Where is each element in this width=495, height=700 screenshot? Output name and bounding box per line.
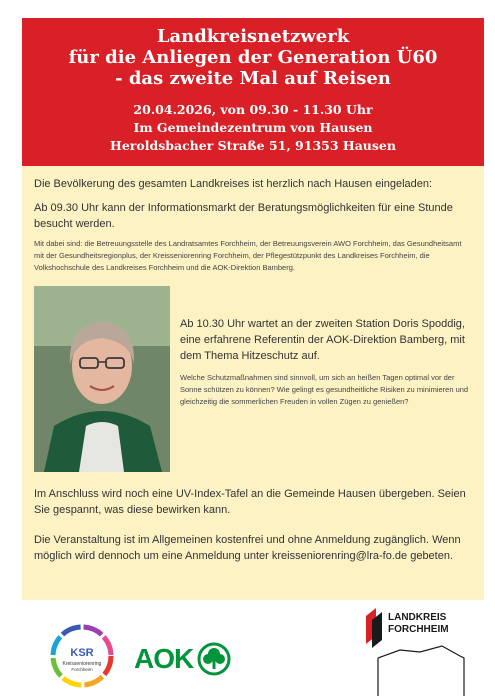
registration-paragraph: Die Veranstaltung ist im Allgemeinen kostenfrei und ohne Anmeldung zugänglich. Wenn möglich wird dennoch um eine Anmeldung unter kreisseniorenring@lra-fo.de gebeten. [34,534,461,562]
ksr-abbr: KSR [70,647,94,659]
content-panel [22,166,484,600]
landkreis-line-2: FORCHHEIM [388,624,449,635]
ksr-line-2: Forchheim [71,667,93,672]
event-title [22,18,484,89]
uv-index-paragraph: Im Anschluss wird noch eine UV-Index-Tafel an die Gemeinde Hausen übergeben. Seien Sie gespannt, was diese bewirken kann. [34,488,466,516]
market-paragraph: Ab 09.30 Uhr kann der Informationsmarkt der Beratungsmöglichkeiten für eine Stunde besucht werden. [34,202,453,230]
title-line-1: Landkreisnetzwerk [156,26,350,47]
speaker-photo [34,286,170,472]
landkreis-line-1: LANDKREIS [388,612,447,623]
intro-paragraph: Die Bevölkerung des gesamten Landkreises ist herzlich nach Hausen eingeladen: [34,178,433,190]
topic-paragraph: Welche Schutzmaßnahmen sind sinnvoll, um sich an heißen Tagen optimal vor der Sonne schützen zu können? Wie gelingt es gesundheitliche Risiken zu minimieren und gleichzeitig die sommerlichen Freuden in vollen Zügen zu genießen? [180,373,469,406]
event-details [22,101,484,155]
aok-wordmark: AOK [134,643,194,674]
aok-logo [134,644,231,674]
speaker-portrait-image [34,286,170,472]
title-line-3: - das zweite Mal auf Reisen [115,68,391,89]
speaker-section [34,286,472,472]
speaker-paragraph: Ab 10.30 Uhr wartet an der zweiten Station Doris Spoddig, eine erfahrene Referentin der AOK-Direktion Bamberg, mit dem Thema Hitzeschutz auf. [180,318,465,362]
event-address: Heroldsbacher Straße 51, 91353 Hausen [110,138,396,153]
speaker-text [180,316,470,408]
ksr-line-1: Kreisseniorenring [62,661,102,667]
aok-tree-icon [197,642,231,676]
footer-logos [0,600,495,700]
landkreis-forchheim-logo [360,600,480,696]
participants-paragraph: Mit dabei sind: die Betreuungsstelle des Landratsamtes Forchheim, der Betreuungsverein AWO Forchheim, das Gesundheitsamt mit der Gesundheitsregionplus, der Kreisseniorenring Forchheim, der Pflegestützpunkt des Landkreises Forchheim, die Volkshochschule des Landkreises Forchheim und die AOK-Direktion Bamberg. [34,239,462,272]
event-venue: Im Gemeindezentrum von Hausen [133,120,373,135]
ksr-logo [44,620,120,692]
header-banner [22,18,484,166]
title-line-2: für die Anliegen der Generation Ü60 [68,47,438,68]
event-date-time: 20.04.2026, von 09.30 - 11.30 Uhr [133,102,373,117]
